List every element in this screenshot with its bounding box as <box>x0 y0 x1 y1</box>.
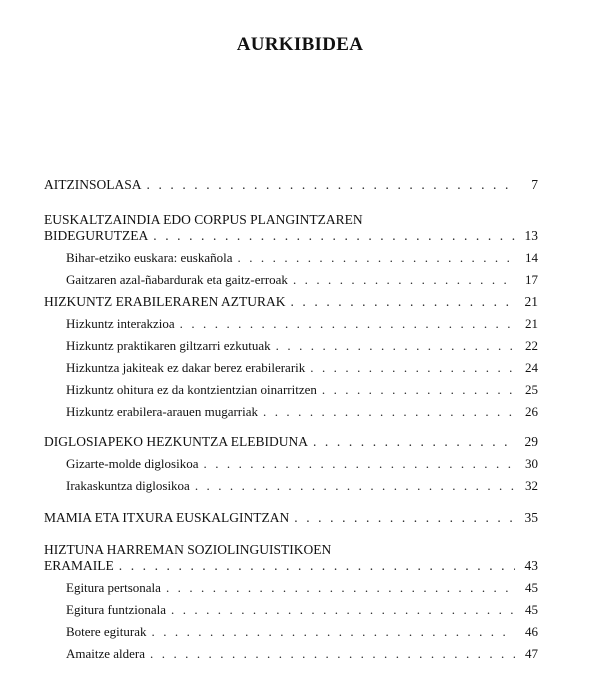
toc-subentry-page: 46 <box>525 624 538 639</box>
toc-subentry-page: 17 <box>525 272 538 287</box>
toc-subentry-label: Egitura pertsonala <box>66 580 161 595</box>
toc-entry-page: 35 <box>524 510 538 525</box>
toc-entry-page: 13 <box>524 228 538 243</box>
toc-entry-label: DIGLOSIAPEKO HEZKUNTZA ELEBIDUNA <box>44 434 308 449</box>
toc-entry[interactable] <box>44 434 538 450</box>
toc-entry[interactable] <box>44 558 538 574</box>
dot-leader <box>310 360 515 376</box>
dot-leader <box>294 510 515 526</box>
dot-leader <box>180 316 515 332</box>
toc-subentry-label: Hizkuntza jakiteak ez dakar berez erabilerarik <box>66 360 306 375</box>
toc-subentry[interactable] <box>66 272 538 288</box>
toc-subentry[interactable] <box>66 360 538 376</box>
dot-leader <box>171 602 515 618</box>
toc-entry[interactable] <box>44 294 538 310</box>
toc-subentry-page: 24 <box>525 360 538 375</box>
toc-subentry[interactable] <box>66 382 538 398</box>
toc-subentry[interactable] <box>66 624 538 640</box>
dot-leader <box>119 558 515 574</box>
toc-entry-page: 43 <box>524 558 538 573</box>
toc-subentry-label: Gaitzaren azal-ñabardurak eta gaitz-erroak <box>66 272 288 287</box>
toc-entry-page: 7 <box>531 177 538 192</box>
toc-subentry-label: Hizkuntz interakzioa <box>66 316 175 331</box>
toc-entry[interactable] <box>44 177 538 193</box>
dot-leader <box>204 456 516 472</box>
dot-leader <box>147 177 516 193</box>
toc-subentry-page: 25 <box>525 382 538 397</box>
toc-entry-page: 21 <box>524 294 538 309</box>
toc-subentry[interactable] <box>66 404 538 420</box>
dot-leader <box>313 434 515 450</box>
toc-subentry[interactable] <box>66 250 538 266</box>
toc-subentry-label: Egitura funtzionala <box>66 602 166 617</box>
dot-leader <box>263 404 515 420</box>
toc-subentry[interactable] <box>66 646 538 662</box>
toc-entry-label: ERAMAILE <box>44 558 114 573</box>
dot-leader <box>322 382 515 398</box>
toc-subentry-label: Botere egiturak <box>66 624 147 639</box>
toc-entry-label-line1: HIZTUNA HARREMAN SOZIOLINGUISTIKOEN <box>44 542 332 557</box>
toc-subentry-label: Hizkuntz ohitura ez da kontzientzian oinarritzen <box>66 382 317 397</box>
dot-leader <box>153 228 515 244</box>
dot-leader <box>290 294 515 310</box>
toc-subentry-page: 45 <box>525 580 538 595</box>
toc-subentry-label: Hizkuntz praktikaren giltzarri ezkutuak <box>66 338 271 353</box>
toc-subentry-page: 30 <box>525 456 538 471</box>
dot-leader <box>276 338 515 354</box>
dot-leader <box>293 272 515 288</box>
toc-subentry[interactable] <box>66 338 538 354</box>
toc-subentry-page: 22 <box>525 338 538 353</box>
toc-entry-label: MAMIA ETA ITXURA EUSKALGINTZAN <box>44 510 290 525</box>
toc-subentry-label: Gizarte-molde diglosikoa <box>66 456 199 471</box>
toc-subentry[interactable] <box>66 580 538 596</box>
toc-subentry-page: 32 <box>525 478 538 493</box>
toc-entry-label: HIZKUNTZ ERABILERAREN AZTURAK <box>44 294 286 309</box>
toc-subentry-page: 47 <box>525 646 538 661</box>
toc-subentry-page: 14 <box>525 250 538 265</box>
dot-leader <box>166 580 515 596</box>
page-title: AURKIBIDEA <box>236 34 364 55</box>
toc-subentry[interactable] <box>66 456 538 472</box>
toc-subentry-page: 26 <box>525 404 538 419</box>
toc-entry-label: AITZINSOLASA <box>44 177 142 192</box>
toc-entry[interactable] <box>44 510 538 526</box>
toc-entry-page: 29 <box>524 434 538 449</box>
toc-subentry-page: 21 <box>525 316 538 331</box>
toc-subentry[interactable] <box>66 602 538 618</box>
toc-subentry-label: Irakaskuntza diglosikoa <box>66 478 190 493</box>
toc-subentry-page: 45 <box>525 602 538 617</box>
toc-subentry-label: Amaitze aldera <box>66 646 146 661</box>
toc-subentry[interactable] <box>66 316 538 332</box>
dot-leader <box>238 250 515 266</box>
toc-subentry[interactable] <box>66 478 538 494</box>
toc-subentry-label: Bihar-etziko euskara: euskañola <box>66 250 233 265</box>
dot-leader <box>150 646 515 662</box>
dot-leader <box>152 624 516 640</box>
toc-subentry-label: Hizkuntz erabilera-arauen mugarriak <box>66 404 259 419</box>
dot-leader <box>195 478 515 494</box>
toc-entry-label-line1: EUSKALTZAINDIA EDO CORPUS PLANGINTZAREN <box>44 212 363 227</box>
toc-entry-label: BIDEGURUTZEA <box>44 228 149 243</box>
toc-entry[interactable] <box>44 228 538 244</box>
